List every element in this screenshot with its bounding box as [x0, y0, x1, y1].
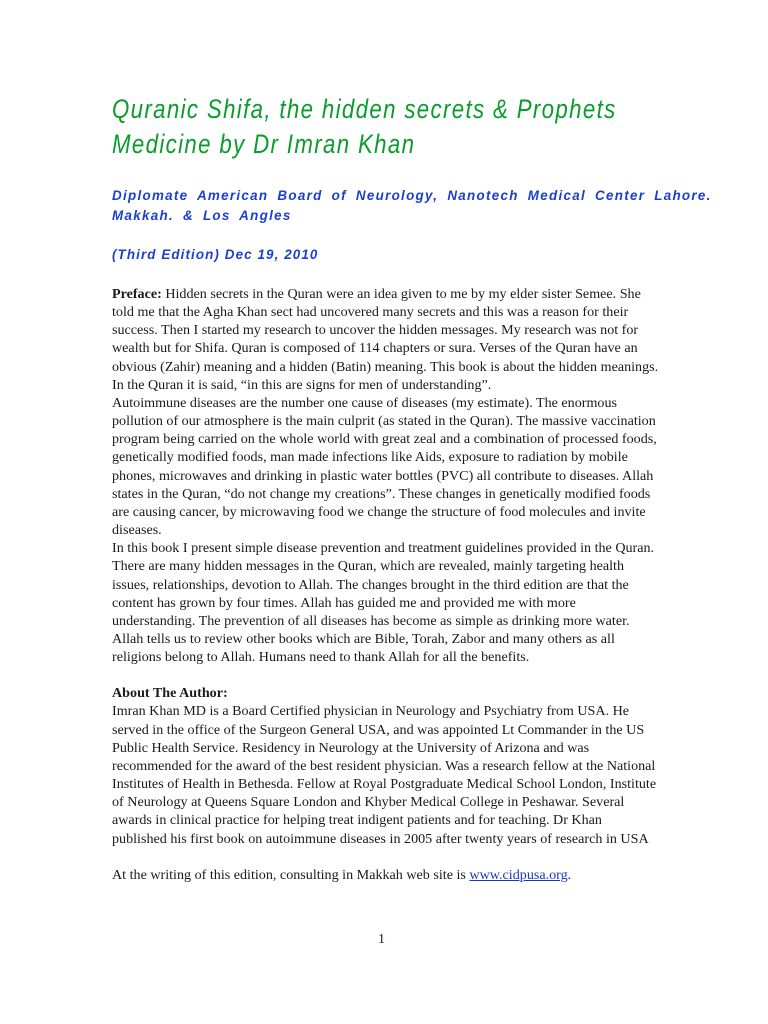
preface-paragraph-1 — [112, 285, 660, 394]
website-link[interactable]: www.cidpusa.org — [469, 866, 568, 883]
closing-paragraph — [112, 866, 660, 884]
title-line-2: Medicine by Dr Imran Khan — [112, 129, 416, 159]
credentials-line-2: Makkah. & Los Angles — [112, 208, 292, 223]
closing-text: At the writing of this edition, consulting in Makkah web site is — [112, 866, 470, 883]
preface-text-1: Hidden secrets in the Quran were an idea given to me by my elder sister Semee. She told me that the Agha Khan sect had uncovered many secrets and this was a reason for their success. Then I started my research to uncover the hidden messages. My research was not for wealth but for Shifa. Quran is composed of 114 chapters or sura. Verses of the Quran have an obvious (Zahir) meaning and a hidden (Batin) meaning. This book is about the hidden meanings. In the Quran it is said, “in this are signs for men of understanding”. — [112, 286, 659, 393]
preface-paragraph-2: Autoimmune diseases are the number one cause of diseases (my estimate). The enormous pollution of our atmosphere is the main culprit (as stated in the Quran). The massive vaccination program being carried on the whole world with great zeal and a combination of processed foods, genetically modified foods, man made infections like Aids, exposure to radiation by mobile phones, microwaves and drinking in plastic water bottles (PVC) all contribute to diseases. Allah states in the Quran, “do not change my creations”. These changes in genetically modified foods are causing cancer, by microwaving food we change the structure of food molecules and invite diseases. — [112, 394, 657, 539]
edition-date: (Third Edition) Dec 19, 2010 — [112, 247, 319, 262]
closing-period: . — [567, 866, 572, 883]
document-body — [112, 285, 660, 884]
preface-paragraph-4: Allah tells us to review other books which are Bible, Torah, Zabor and many others as all religions belong to Allah. Humans need to thank Allah for all the benefits. — [112, 630, 615, 666]
about-author-heading: About The Author: — [112, 685, 228, 702]
title-line-1: Quranic Shifa, the hidden secrets & Prophets — [112, 94, 617, 124]
preface-paragraph-3: In this book I present simple disease prevention and treatment guidelines provided in the Quran. There are many hidden messages in the Quran, which are revealed, mainly targeting health issues, relationships, devotion to Allah. The changes brought in the third edition are that the content has grown by four times. Allah has guided me and provided me with more understanding. The prevention of all diseases has become as simple as drinking more water. — [112, 540, 655, 629]
preface-label: Preface: — [112, 286, 162, 302]
about-author-paragraph: Imran Khan MD is a Board Certified physician in Neurology and Psychiatry from USA. He served in the office of the Surgeon General USA, and was appointed Lt Commander in the US Public Health Service. Residency in Neurology at the University of Arizona and was recommended for the award of the best resident physician. Was a research fellow at the National Institutes of Health in Bethesda. Fellow at Royal Postgraduate Medical School London, Institute of Neurology at Queens Square London and Khyber Medical College in Peshawar. Several awards in clinical practice for helping treat indigent patients and for teaching. Dr Khan published his first book on autoimmune diseases in 2005 after twenty years of research in USA — [112, 703, 657, 847]
page-number: 1 — [378, 932, 385, 947]
author-credentials — [112, 186, 744, 226]
credentials-line-1: Diplomate American Board of Neurology, Nanotech Medical Center Lahore. — [112, 188, 712, 203]
document-title — [112, 92, 617, 162]
